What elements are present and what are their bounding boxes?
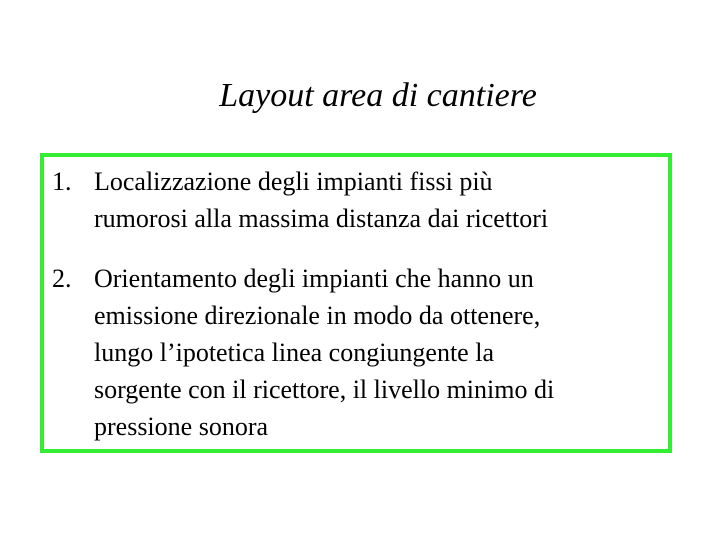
list-item-text <box>94 163 548 237</box>
list-item-line: Orientamento degli impianti che hanno un <box>94 264 534 293</box>
list-item-number: 1. <box>52 167 72 196</box>
list-item-line: sorgente con il ricettore, il livello minimo di <box>94 375 555 404</box>
list-item-line: Localizzazione degli impianti fissi più <box>94 167 493 196</box>
list-item-number: 2. <box>52 264 72 293</box>
list-item-text <box>94 260 554 445</box>
list-item-line: lungo l’ipotetica linea congiungente la <box>94 338 494 367</box>
list-item-line: pressione sonora <box>94 412 269 441</box>
list-item-line: emissione direzionale in modo da ottenere, <box>94 301 541 330</box>
list-item-line: rumorosi alla massima distanza dai ricettori <box>94 204 549 233</box>
slide-title: Layout area di cantiere <box>219 77 537 114</box>
content-box <box>40 153 672 453</box>
